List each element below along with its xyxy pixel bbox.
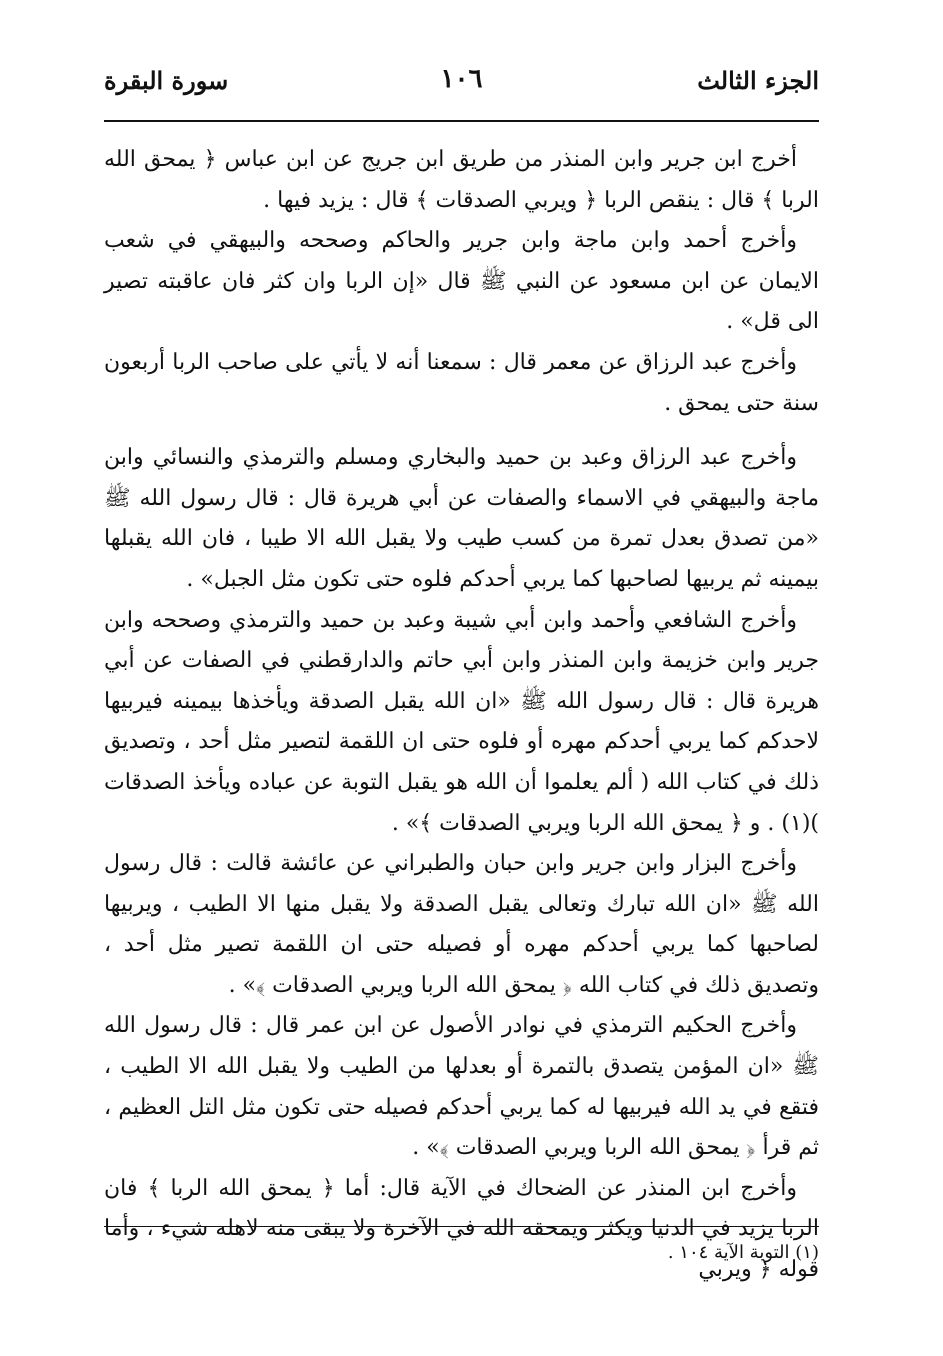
paragraph: وأخرج ابن المنذر عن الضحاك في الآية قال: أما ﴿ يمحق الله الربا ﴾ فان الربا يزيد في الدنيا ويكثر ويمحقه الله في الآخرة ولا يبقى منه لاهله شيء ، وأما قوله ﴿ ويربي [104,1175,819,1283]
page-body [104,140,819,1291]
paragraph: وأخرج الحكيم الترمذي في نوادر الأصول عن ابن عمر قال : قال رسول الله ﷺ «ان المؤمن يتصدق بالتمرة أو بعدلها من الطيب ولا يقبل الله الا الطيب ، فتقع في يد الله فيربيها له كما يربي أحدكم فصيله حتى تكون مثل التل العظيم ، ثم قرأ ﴿ يمحق الله الربا ويربي الصدقات ﴾» . [104,1013,819,1161]
paragraph: وأخرج أحمد وابن ماجة وابن جرير والحاكم وصححه والبيهقي في شعب الايمان عن ابن مسعود عن النبي ﷺ قال «إن الربا وان كثر فان عاقبته تصير الى قل» . [104,228,819,335]
surah-title: سورة البقرة [104,66,229,95]
header-divider [104,120,819,122]
paragraph: وأخرج عبد الرزاق عن معمر قال : سمعنا أنه لا يأتي على صاحب الربا أربعون سنة حتى يمحق . [104,349,819,416]
page-header [104,58,819,102]
footnote: (١) التوبة الآية ١٠٤ . [667,1242,819,1263]
footnote-divider [104,1226,819,1227]
part-title: الجزء الثالث [697,66,819,95]
paragraph: وأخرج الشافعي وأحمد وابن أبي شيبة وعبد بن حميد والترمذي وصححه وابن جرير وابن خزيمة وابن المنذر وابن أبي حاتم والدارقطني في الصفات عن أبي هريرة قال : قال رسول الله ﷺ «ان الله يقبل الصدقة ويأخذها بيمينه فيربيها لاحدكم كما يربي أحدكم مهره أو فلوه حتى ان اللقمة لتصير مثل أحد ، وتصديق ذلك في كتاب الله ( ألم يعلموا أن الله هو يقبل التوبة عن عباده ويأخذ الصدقات )(١) . و ﴿ يمحق الله الربا ويربي الصدقات ﴾» . [104,607,819,836]
paragraph: وأخرج البزار وابن جرير وابن حبان والطبراني عن عائشة قالت : قال رسول الله ﷺ «ان الله تبارك وتعالى يقبل الصدقة ولا يقبل منها الا الطيب ، ويربيها لصاحبها كما يربي أحدكم مهره أو فصيله حتى ان اللقمة تصير مثل أحد ، وتصديق ذلك في كتاب الله ﴿ يمحق الله الربا ويربي الصدقات ﴾» . [104,851,819,998]
paragraph: وأخرج عبد الرزاق وعبد بن حميد والبخاري ومسلم والترمذي والنسائي وابن ماجة والبيهقي في الاسماء والصفات عن أبي هريرة قال : قال رسول الله ﷺ «من تصدق بعدل تمرة من كسب طيب ولا يقبل الله الا طيبا ، فان الله يقبلها بيمينه ثم يربيها لصاحبها كما يربي أحدكم فلوه حتى تكون مثل الجبل» . [104,445,819,592]
page-number: ١٠٦ [440,64,483,94]
paragraph: أخرج ابن جرير وابن المنذر من طريق ابن جريج عن ابن عباس ﴿ يمحق الله الربا ﴾ قال : ينقص الربا ﴿ ويربي الصدقات ﴾ قال : يزيد فيها . [104,147,819,213]
